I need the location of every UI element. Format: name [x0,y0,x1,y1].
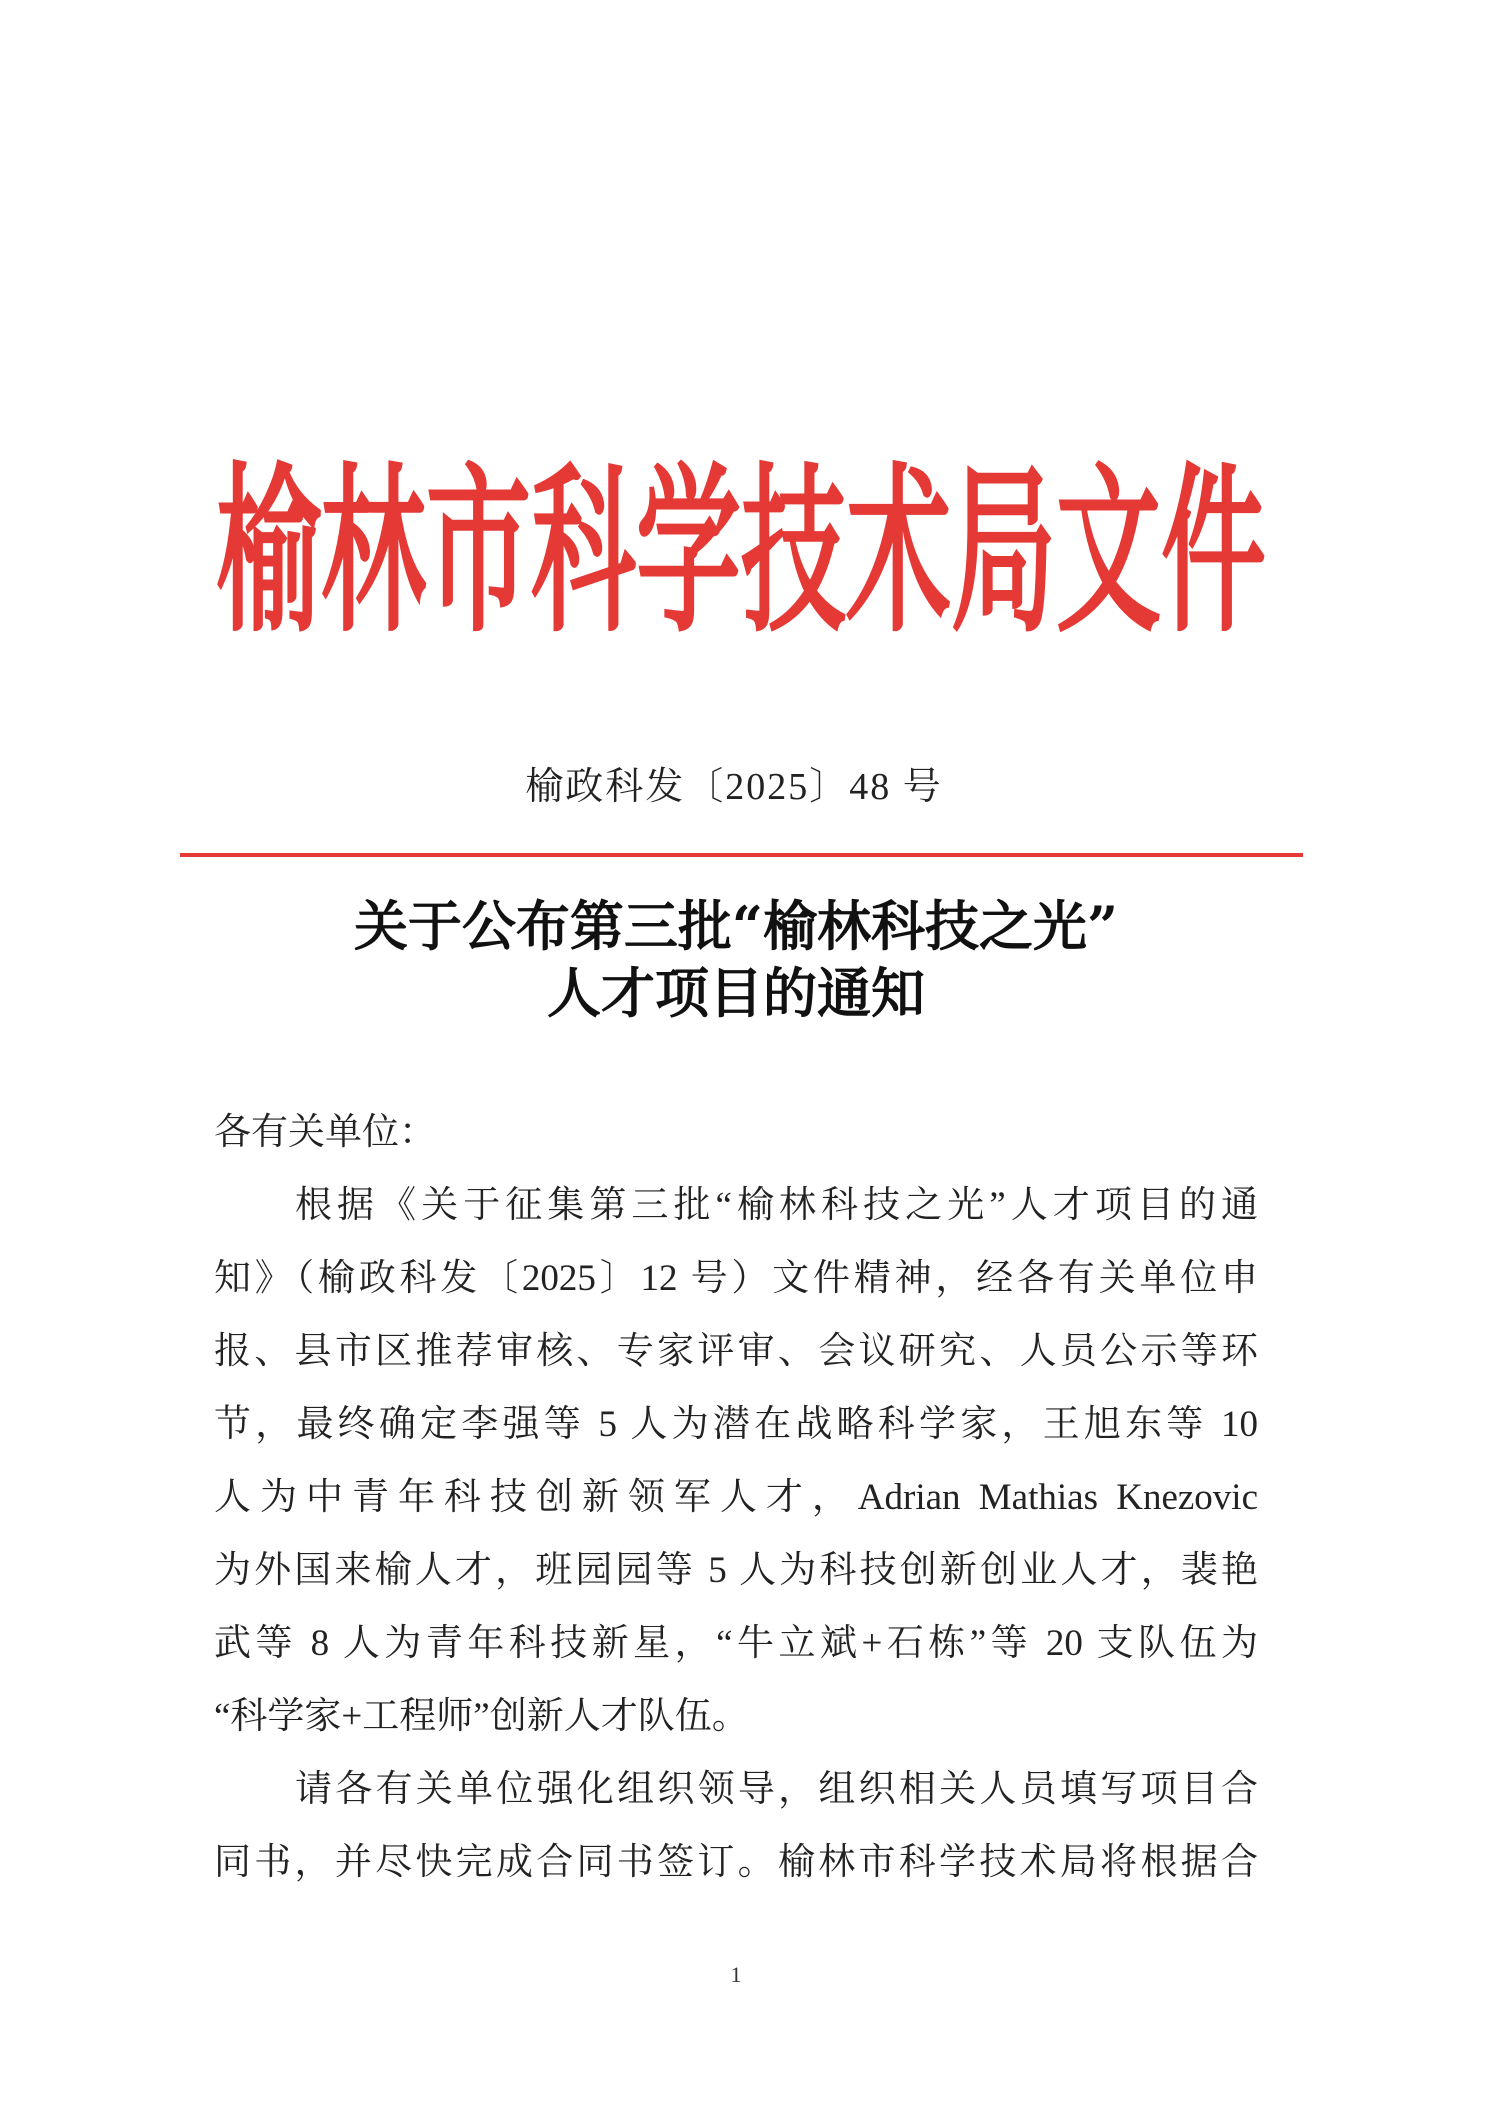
paragraph-1-line: 节，最终确定李强等 5 人为潜在战略科学家，王旭东等 10 [214,1404,1258,1445]
paragraph-1-line: 为外国来榆人才，班园园等 5 人为科技创新创业人才，裴艳 [214,1550,1258,1591]
paragraph-1-line: “科学家+工程师”创新人才队伍。 [214,1696,749,1737]
notice-title [0,893,1472,1027]
paragraph-2-line: 请各有关单位强化组织领导，组织相关人员填写项目合 [295,1769,1258,1810]
paragraph-2-line: 同书，并尽快完成合同书签订。榆林市科学技术局将根据合 [214,1842,1258,1883]
document-number: 榆政科发〔2025〕48 号 [525,766,943,808]
masthead [0,444,1482,658]
paragraph-1-line: 武等 8 人为青年科技新星，“牛立斌+石栋”等 20 支队伍为 [214,1623,1258,1664]
notice-title-line-2: 人才项目的通知 [547,961,925,1025]
paragraph-1-line: 根据《关于征集第三批“榆林科技之光”人才项目的通 [295,1185,1258,1226]
masthead-title: 榆林市科学技术局文件 [215,444,1266,658]
paragraph-1-line: 人为中青年科技创新领军人才，Adrian Mathias Knezovic [214,1477,1258,1518]
page-number: 1 [730,1962,742,1987]
salutation: 各有关单位： [214,1112,436,1153]
paragraph-1-line: 报、县市区推荐审核、专家评审、会议研究、人员公示等环 [214,1331,1258,1372]
red-divider-rule [180,853,1303,857]
paragraph-1-line: 知》（榆政科发〔2025〕12 号）文件精神，经各有关单位申 [214,1258,1258,1299]
notice-title-line-1: 关于公布第三批“榆林科技之光” [353,894,1119,958]
body-text [214,1096,1258,1899]
